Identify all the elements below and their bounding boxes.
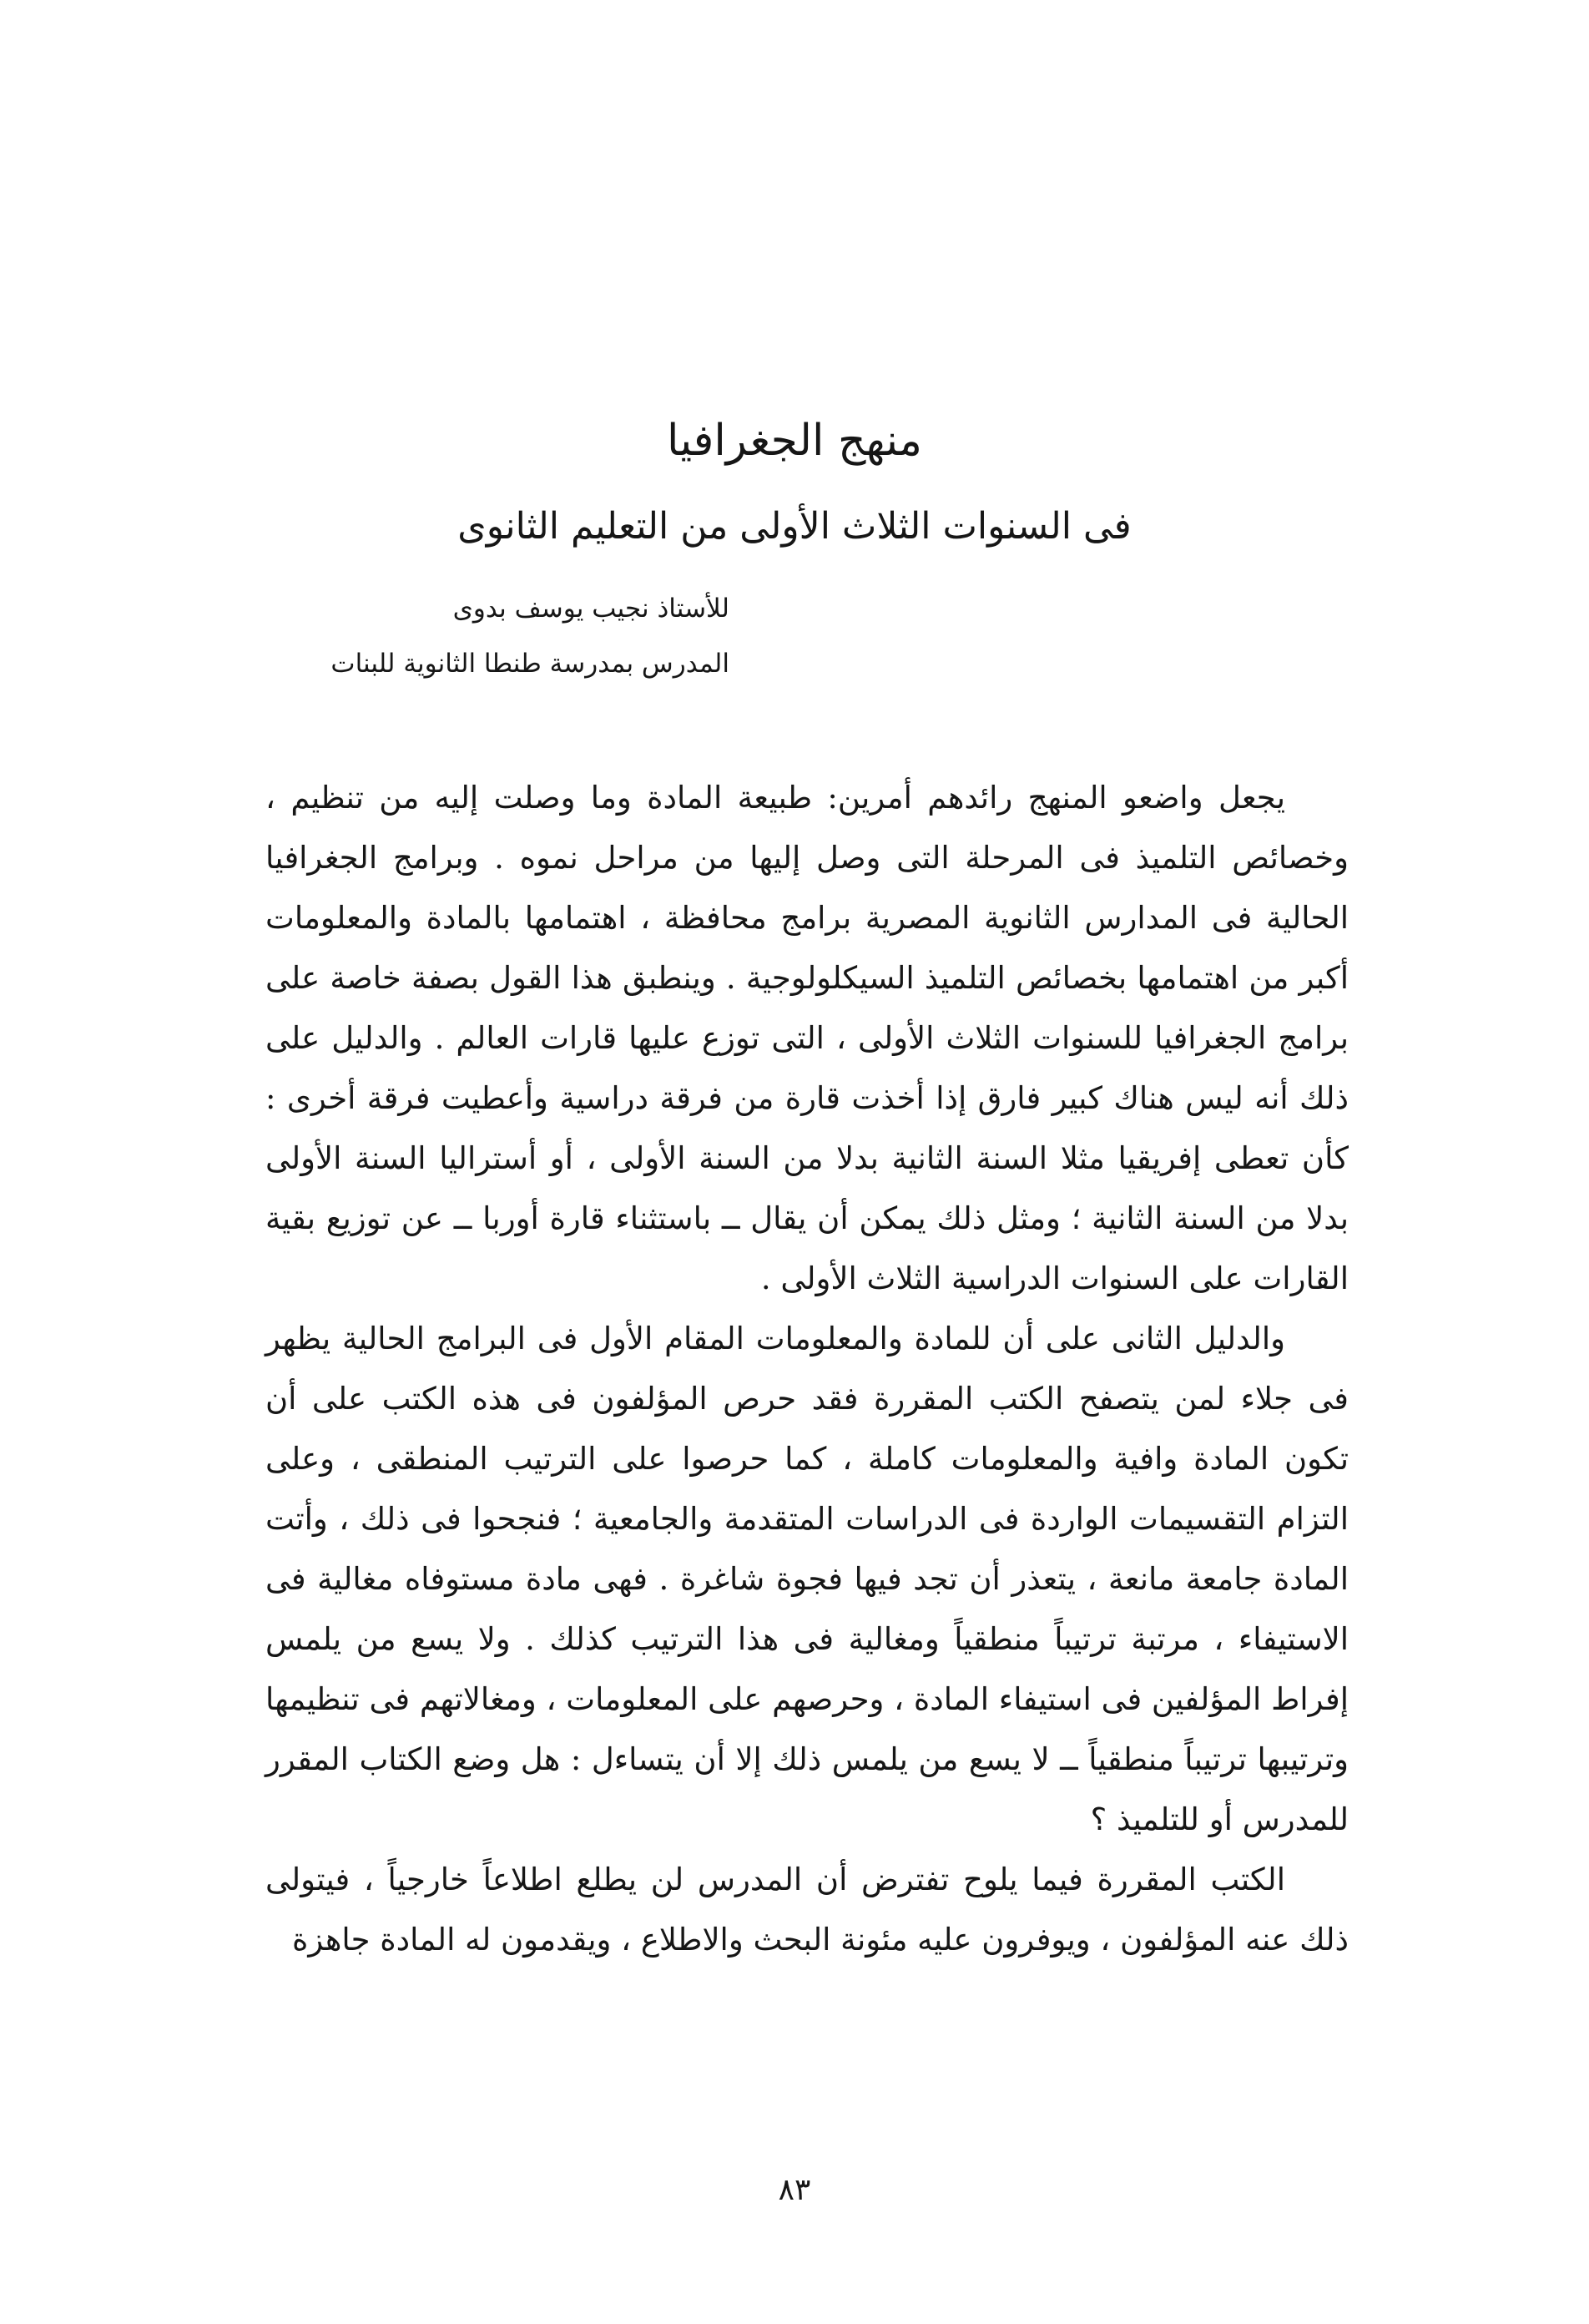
author-line: للأستاذ نجيب يوسف بدوى: [452, 594, 729, 624]
page-number: ٨٣: [778, 2173, 811, 2207]
author-affiliation: المدرس بمدرسة طنطا الثانوية للبنات: [330, 649, 729, 679]
article-subtitle: فى السنوات الثلاث الأولى من التعليم الثانوى: [457, 505, 1132, 548]
article-body: [265, 768, 1349, 1970]
article-title: منهج الجغرافيا: [666, 416, 923, 466]
paragraph: الكتب المقررة فيما يلوح تفترض أن المدرس لن يطلع اطلاعاً خارجياً ، فيتولى ذلك عنه المؤلفون ، ويوفرون عليه مئونة البحث والاطلاع ، ويقدمون له المادة جاهزة: [265, 1862, 1349, 1958]
paragraph: يجعل واضعو المنهج رائدهم أمرين: طبيعة المادة وما وصلت إليه من تنظيم ، وخصائص التلميذ فى المرحلة التى وصل إليها من مراحل نموه . وبرامج الجغرافيا الحالية فى المدارس الثانوية المصرية برامج محافظة ، اهتمامها بالمادة والمعلومات أكبر من اهتمامها بخصائص التلميذ السيكلولوجية . وينطبق هذا القول بصفة خاصة على برامج الجغرافيا للسنوات الثلاث الأولى ، التى توزع عليها قارات العالم . والدليل على ذلك أنه ليس هناك كبير فارق إذا أخذت قارة من فرقة دراسية وأعطيت فرقة أخرى : كأن تعطى إفريقيا مثلا السنة الثانية بدلا من السنة الأولى ، أو أستراليا السنة الأولى بدلا من السنة الثانية ؛ ومثل ذلك يمكن أن يقال ــ باستثناء قارة أوربا ــ عن توزيع بقية القارات على السنوات الدراسية الثلاث الأولى .: [265, 780, 1349, 1296]
paragraph: والدليل الثانى على أن للمادة والمعلومات المقام الأول فى البرامج الحالية يظهر فى جلاء لمن يتصفح الكتب المقررة فقد حرص المؤلفون فى هذه الكتب على أن تكون المادة وافية والمعلومات كاملة ، كما حرصوا على الترتيب المنطقى ، وعلى التزام التقسيمات الواردة فى الدراسات المتقدمة والجامعية ؛ فنجحوا فى ذلك ، وأتت المادة جامعة مانعة ، يتعذر أن تجد فيها فجوة شاغرة . فهى مادة مستوفاه مغالية فى الاستيفاء ، مرتبة ترتيباً منطقياً ومغالية فى هذا الترتيب كذلك . ولا يسع من يلمس إفراط المؤلفين فى استيفاء المادة ، وحرصهم على المعلومات ، ومغالاتهم فى تنظيمها وترتيبها ترتيباً منطقياً ــ لا يسع من يلمس ذلك إلا أن يتساءل : هل وضع الكتاب المقرر للمدرس أو للتلميذ ؟: [265, 1321, 1349, 1837]
